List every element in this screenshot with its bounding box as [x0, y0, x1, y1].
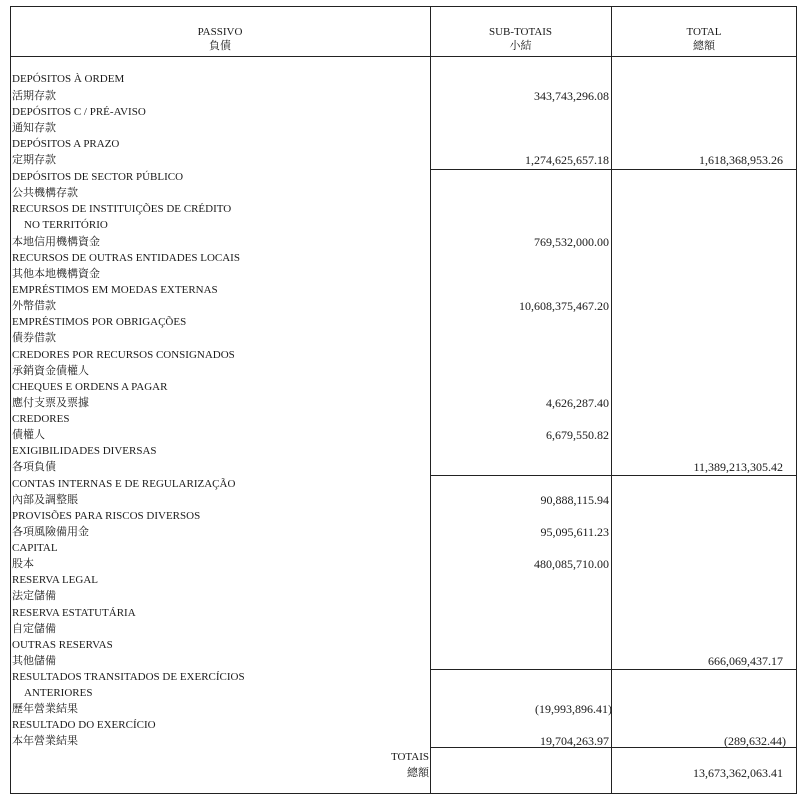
row-label-pt: EMPRÉSTIMOS EM MOEDAS EXTERNAS — [12, 284, 218, 296]
row-label-zh: 其他本地機構資金 — [12, 268, 100, 280]
totals-label-pt: TOTAIS — [390, 751, 429, 763]
row-total: 11,389,213,305.42 — [693, 460, 783, 474]
row-label-pt: RECURSOS DE OUTRAS ENTIDADES LOCAIS — [12, 252, 240, 264]
row-label-zh: 內部及調整賬 — [12, 494, 78, 506]
row-total: 1,618,368,953.26 — [699, 153, 783, 167]
totals-label-zh: 總額 — [407, 767, 429, 779]
row-label-zh: 債權人 — [12, 429, 45, 441]
header-passivo-zh: 負債 — [209, 40, 231, 52]
row-label-pt: RECURSOS DE INSTITUIÇÕES DE CRÉDITO — [12, 203, 232, 215]
row-label-pt: CHEQUES E ORDENS A PAGAR — [12, 381, 168, 393]
totals-value: 13,673,362,063.41 — [693, 766, 783, 780]
header-passivo-pt: PASSIVO — [197, 26, 243, 38]
row-subtotal: 10,608,375,467.20 — [519, 299, 609, 313]
row-subtotal: 19,704,263.97 — [540, 734, 609, 748]
row-label-pt: CREDORES — [12, 413, 70, 425]
total-divider — [430, 169, 797, 170]
row-label-pt: CAPITAL — [12, 542, 58, 554]
row-subtotal: 769,532,000.00 — [534, 235, 609, 249]
header-total-pt: TOTAL — [686, 26, 722, 38]
row-label-zh: 債券借款 — [12, 332, 56, 344]
row-subtotal: (19,993,896.41) — [535, 702, 612, 716]
row-label-zh: 自定儲備 — [12, 623, 56, 635]
row-label-pt: CREDORES POR RECURSOS CONSIGNADOS — [12, 349, 235, 361]
row-label-zh: 活期存款 — [12, 90, 56, 102]
row-label-zh: 公共機構存款 — [12, 187, 78, 199]
row-label-pt: DEPÓSITOS À ORDEM — [12, 73, 125, 85]
row-label-pt-cont: NO TERRITÓRIO — [24, 219, 108, 231]
row-label-zh: 歷年營業結果 — [12, 703, 78, 715]
row-label-zh: 各項負債 — [12, 461, 56, 473]
row-subtotal: 90,888,115.94 — [540, 493, 609, 507]
header-subtotais — [430, 25, 611, 53]
header-total — [611, 25, 797, 53]
row-label-zh: 外幣借款 — [12, 300, 56, 312]
row-subtotal: 4,626,287.40 — [546, 396, 609, 410]
header-subtotais-zh: 小結 — [509, 40, 532, 52]
row-label-pt: DEPÓSITOS DE SECTOR PÚBLICO — [12, 171, 184, 183]
row-subtotal: 480,085,710.00 — [534, 557, 609, 571]
row-label-pt: DEPÓSITOS C / PRÉ-AVISO — [12, 106, 146, 118]
row-label-zh: 股本 — [12, 558, 34, 570]
row-label-pt: PROVISÕES PARA RISCOS DIVERSOS — [12, 510, 201, 522]
row-label-zh: 應付支票及票據 — [12, 397, 89, 409]
row-label-zh: 各項風險備用金 — [12, 526, 89, 538]
row-label-pt: RESERVA ESTATUTÁRIA — [12, 607, 136, 619]
row-subtotal: 343,743,296.08 — [534, 89, 609, 103]
row-label-zh: 通知存款 — [12, 122, 56, 134]
row-label-pt: RESULTADO DO EXERCÍCIO — [12, 719, 156, 731]
row-label-pt: EXIGIBILIDADES DIVERSAS — [12, 445, 157, 457]
row-total: 666,069,437.17 — [708, 654, 783, 668]
row-label-pt: EMPRÉSTIMOS POR OBRIGAÇÕES — [12, 316, 187, 328]
row-subtotal: 1,274,625,657.18 — [525, 153, 609, 167]
header-subtotais-pt: SUB-TOTAIS — [488, 26, 553, 38]
row-total: (289,632.44) — [724, 734, 786, 748]
row-subtotal: 95,095,611.23 — [540, 525, 609, 539]
total-divider — [430, 669, 797, 670]
header-divider — [10, 56, 797, 57]
row-label-zh: 本年營業結果 — [12, 735, 78, 747]
header-total-zh: 總額 — [693, 40, 715, 52]
column-divider — [611, 6, 612, 794]
row-label-zh: 定期存款 — [12, 154, 56, 166]
row-label-pt: RESULTADOS TRANSITADOS DE EXERCÍCIOS — [12, 671, 245, 683]
column-divider — [430, 6, 431, 794]
row-label-pt-cont: ANTERIORES — [24, 687, 93, 699]
row-label-pt: RESERVA LEGAL — [12, 574, 99, 586]
row-label-pt: OUTRAS RESERVAS — [12, 639, 113, 651]
total-divider — [430, 475, 797, 476]
row-label-pt: DEPÓSITOS A PRAZO — [12, 138, 120, 150]
row-label-zh: 承銷資金債權人 — [12, 365, 89, 377]
row-subtotal: 6,679,550.82 — [546, 428, 609, 442]
row-label-pt: CONTAS INTERNAS E DE REGULARIZAÇÃO — [12, 478, 236, 490]
row-label-zh: 其他儲備 — [12, 655, 56, 667]
row-label-zh: 法定儲備 — [12, 590, 56, 602]
row-label-zh: 本地信用機構資金 — [12, 236, 100, 248]
header-passivo — [10, 25, 430, 53]
